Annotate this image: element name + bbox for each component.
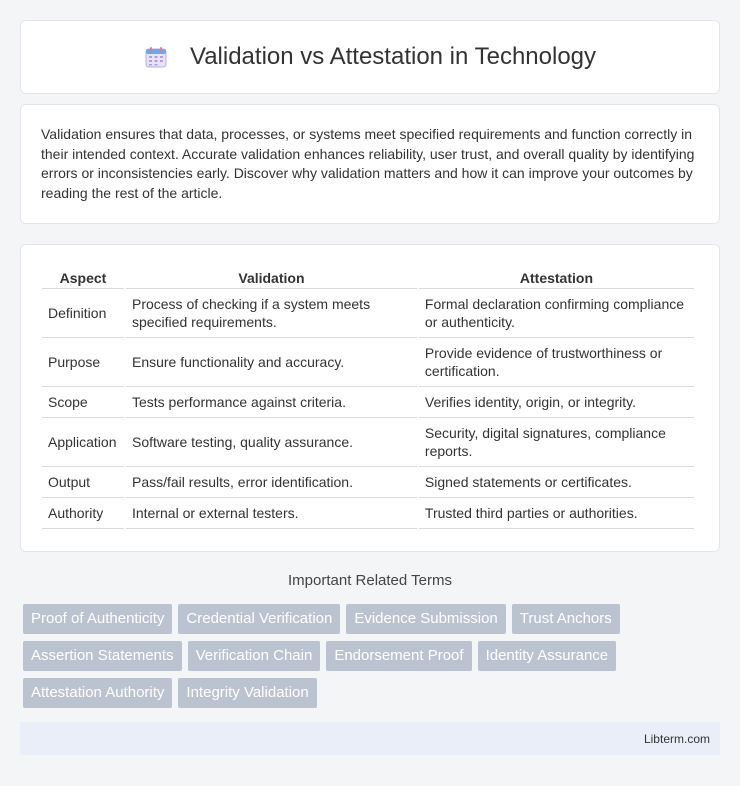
tag-endorsement-proof[interactable]: Endorsement Proof <box>326 641 471 671</box>
tag-verification-chain[interactable]: Verification Chain <box>188 641 321 671</box>
row-attestation: Verifies identity, origin, or integrity. <box>419 387 694 418</box>
related-terms-tags <box>23 604 723 708</box>
row-attestation: Signed statements or certificates. <box>419 467 694 498</box>
row-validation: Process of checking if a system meets specified requirements. <box>126 289 417 338</box>
header-aspect: Aspect <box>42 265 124 289</box>
row-attestation: Security, digital signatures, compliance reports. <box>419 418 694 467</box>
tag-proof-of-authenticity[interactable]: Proof of Authenticity <box>23 604 172 634</box>
row-attestation: Provide evidence of trustworthiness or certification. <box>419 338 694 387</box>
row-aspect: Scope <box>42 387 124 418</box>
row-validation: Tests performance against criteria. <box>126 387 417 418</box>
header-validation: Validation <box>126 265 417 289</box>
table-row <box>42 467 694 498</box>
footer-site-link[interactable]: Libterm.com <box>643 731 710 746</box>
intro-card <box>20 104 720 224</box>
table-header-row <box>42 265 694 289</box>
tag-identity-assurance[interactable]: Identity Assurance <box>478 641 617 671</box>
table-row <box>42 418 694 467</box>
calendar-icon <box>144 45 168 69</box>
row-aspect: Output <box>42 467 124 498</box>
table-row <box>42 498 694 529</box>
page-title: Validation vs Attestation in Technology <box>189 43 597 70</box>
row-attestation: Trusted third parties or authorities. <box>419 498 694 529</box>
footer <box>20 722 720 755</box>
table-row <box>42 387 694 418</box>
header-card <box>20 20 720 94</box>
row-validation: Pass/fail results, error identification. <box>126 467 417 498</box>
row-validation: Internal or external testers. <box>126 498 417 529</box>
row-attestation: Formal declaration confirming compliance or authenticity. <box>419 289 694 338</box>
related-terms-title: Important Related Terms <box>288 572 452 589</box>
row-aspect: Definition <box>42 289 124 338</box>
header-attestation: Attestation <box>419 265 694 289</box>
tag-attestation-authority[interactable]: Attestation Authority <box>23 678 172 708</box>
tag-trust-anchors[interactable]: Trust Anchors <box>512 604 620 634</box>
comparison-table <box>40 265 696 529</box>
tag-evidence-submission[interactable]: Evidence Submission <box>346 604 505 634</box>
table-row <box>42 338 694 387</box>
row-validation: Ensure functionality and accuracy. <box>126 338 417 387</box>
tag-assertion-statements[interactable]: Assertion Statements <box>23 641 182 671</box>
intro-text: Validation ensures that data, processes, or systems meet specified requirements and function correctly in their intended context. Accurate validation enhances reliability, user trust, and overall quality by identifying errors or inconsistencies early. Discover why validation matters and how it can improve your outcomes by reading the rest of the article. <box>41 126 695 201</box>
row-validation: Software testing, quality assurance. <box>126 418 417 467</box>
table-row <box>42 289 694 338</box>
row-aspect: Application <box>42 418 124 467</box>
tag-integrity-validation[interactable]: Integrity Validation <box>178 678 316 708</box>
tag-credential-verification[interactable]: Credential Verification <box>178 604 340 634</box>
comparison-card <box>20 244 720 552</box>
header <box>144 43 596 71</box>
row-aspect: Authority <box>42 498 124 529</box>
row-aspect: Purpose <box>42 338 124 387</box>
